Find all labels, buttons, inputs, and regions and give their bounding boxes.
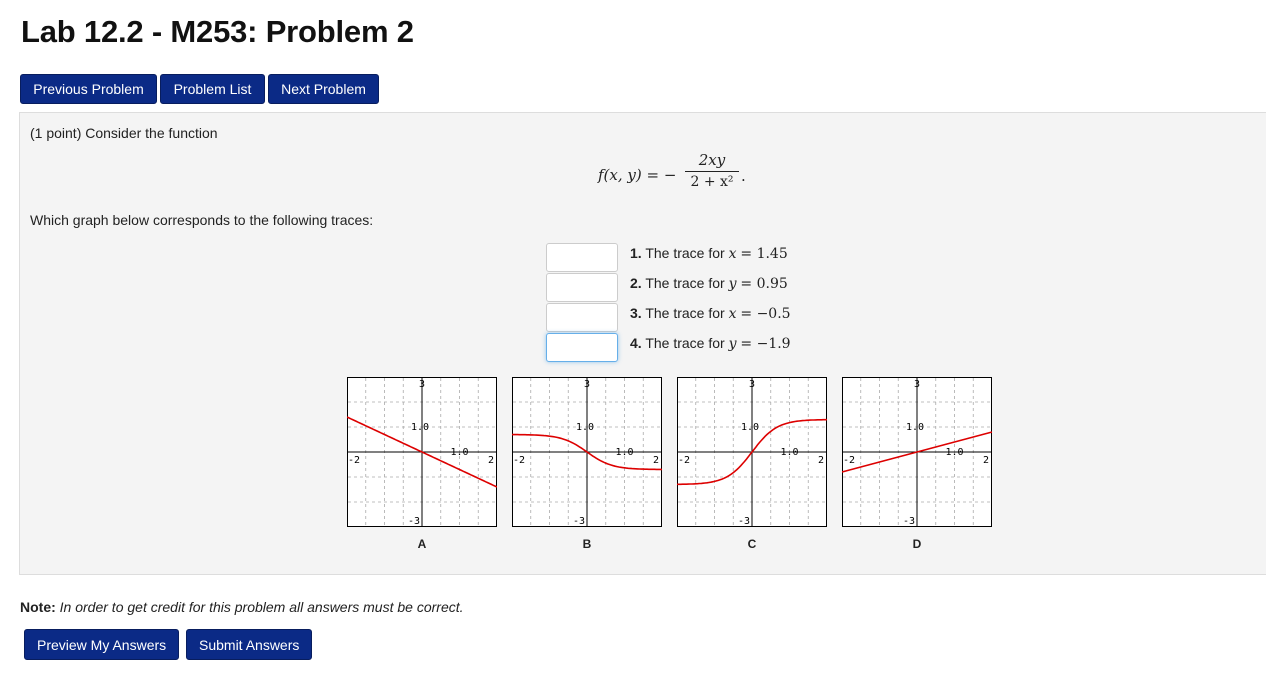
previous-problem-button[interactable]: Previous Problem: [20, 74, 157, 104]
submit-answers-button[interactable]: Submit Answers: [186, 629, 312, 660]
answer-input-1[interactable]: [546, 243, 618, 272]
tick-label-bottom: -3: [572, 516, 585, 527]
tick-label-x-mid: 1.0: [450, 447, 469, 458]
tick-label-x-mid: 1.0: [780, 447, 799, 458]
trace-item-4: 4. The trace for y = −1.9: [630, 335, 791, 352]
tick-label-left: -2: [348, 455, 361, 466]
tick-label-right: 2: [817, 455, 824, 466]
problem-list-button[interactable]: Problem List: [160, 74, 265, 104]
tick-label-right: 2: [487, 455, 494, 466]
graph-b: [512, 377, 662, 527]
answer-input-4[interactable]: [546, 333, 618, 362]
tick-label-top: 3: [584, 379, 591, 390]
graph-c: [677, 377, 827, 527]
tick-label-left: -2: [843, 455, 856, 466]
trace-item-2: 2. The trace for y = 0.95: [630, 275, 788, 292]
formula-equals: =: [646, 166, 660, 184]
tick-label-top: 3: [749, 379, 756, 390]
page-title: Lab 12.2 - M253: Problem 2: [21, 14, 414, 49]
formula-lhs: f(x, y): [598, 166, 642, 184]
problem-panel: [19, 112, 1266, 575]
note: [20, 599, 464, 615]
question-text: Which graph below corresponds to the following traces:: [30, 212, 374, 228]
tick-label-y-mid: 1.0: [410, 422, 430, 433]
formula-denominator: 2 + x²: [690, 174, 734, 190]
graph-label-d: D: [912, 537, 922, 551]
answer-input-3[interactable]: [546, 303, 618, 332]
tick-label-bottom: -3: [407, 516, 420, 527]
tick-label-y-mid: 1.0: [905, 422, 925, 433]
note-text: In order to get credit for this problem all answers must be correct.: [59, 599, 464, 615]
next-problem-button[interactable]: Next Problem: [268, 74, 379, 104]
formula-period: .: [741, 167, 746, 185]
trace-item-3: 3. The trace for x = −0.5: [630, 305, 791, 322]
tick-label-top: 3: [419, 379, 426, 390]
tick-label-right: 2: [652, 455, 659, 466]
tick-label-left: -2: [513, 455, 526, 466]
tick-label-bottom: -3: [737, 516, 750, 527]
tick-label-x-mid: 1.0: [945, 447, 964, 458]
tick-label-bottom: -3: [902, 516, 915, 527]
graph-label-b: B: [582, 537, 592, 551]
tick-label-right: 2: [982, 455, 989, 466]
graph-label-a: A: [417, 537, 427, 551]
graph-a: [347, 377, 497, 527]
answer-input-2[interactable]: [546, 273, 618, 302]
formula-numerator: 2xy: [685, 151, 739, 172]
graph-label-c: C: [747, 537, 757, 551]
trace-item-1: 1. The trace for x = 1.45: [630, 245, 788, 262]
graph-d: [842, 377, 992, 527]
tick-label-left: -2: [678, 455, 691, 466]
note-label: Note:: [20, 599, 56, 615]
formula-sign: −: [663, 166, 677, 184]
problem-intro: (1 point) Consider the function: [30, 125, 218, 141]
tick-label-y-mid: 1.0: [575, 422, 595, 433]
preview-answers-button[interactable]: Preview My Answers: [24, 629, 179, 660]
tick-label-y-mid: 1.0: [740, 422, 760, 433]
tick-label-top: 3: [914, 379, 921, 390]
tick-label-x-mid: 1.0: [615, 447, 634, 458]
